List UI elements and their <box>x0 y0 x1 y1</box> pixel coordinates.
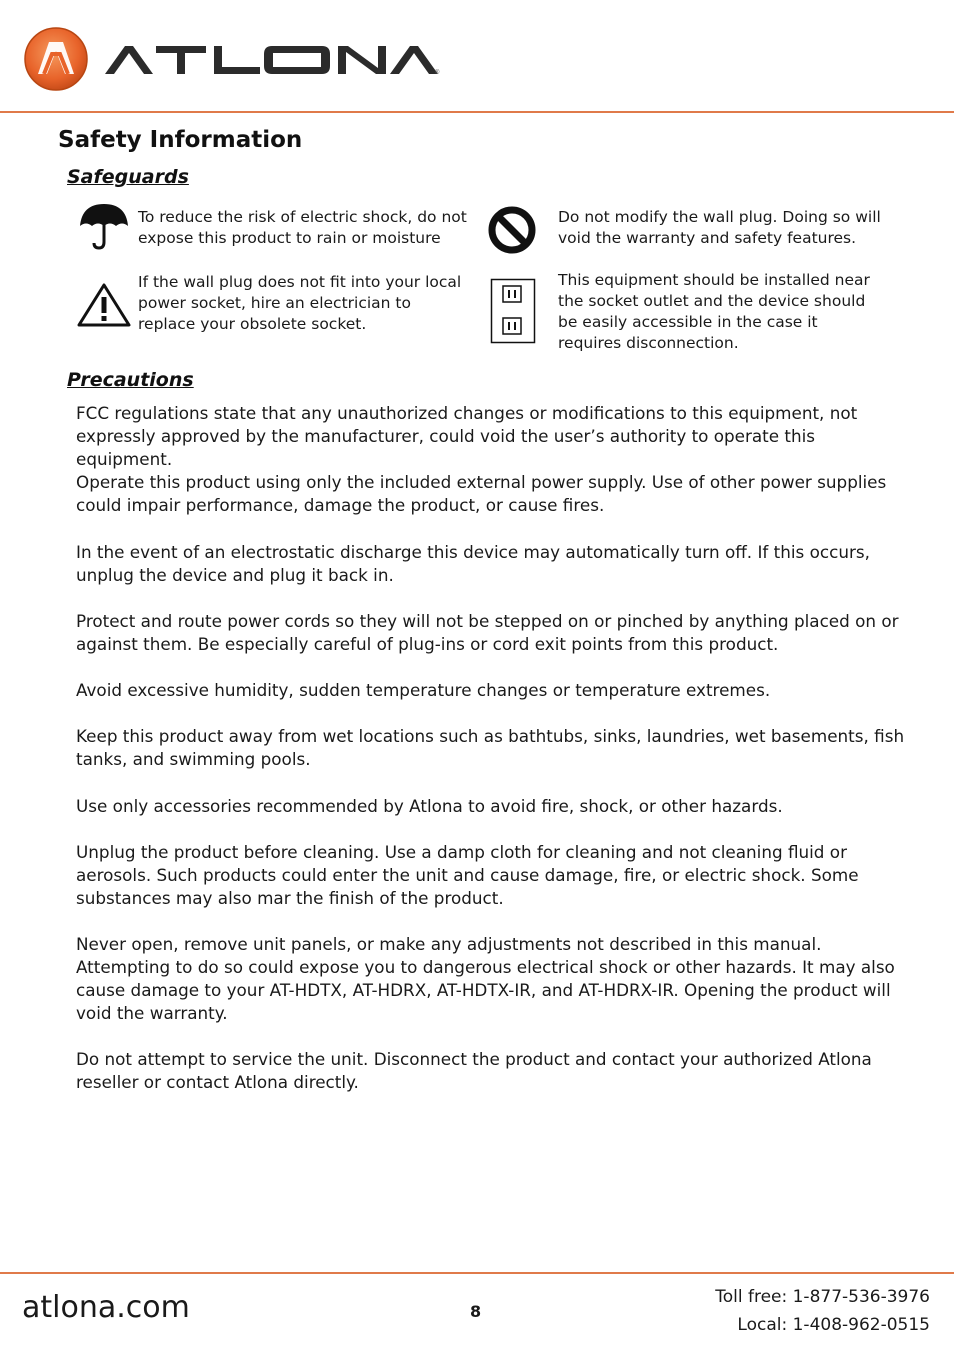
no-symbol-icon <box>487 205 537 255</box>
precaution-paragraph: Keep this product away from wet locations such as bathtubs, sinks, laundries, wet basements, fish tanks, and swimming pools. <box>76 726 905 769</box>
safeguards-heading: Safeguards <box>67 166 189 188</box>
local-number: Local: 1-408-962-0515 <box>737 1315 930 1335</box>
precautions-heading: Precautions <box>67 369 194 391</box>
page-title: Safety Information <box>58 127 303 153</box>
atlona-logo-mark <box>22 24 452 96</box>
precaution-paragraph: Avoid excessive humidity, sudden temperature changes or temperature extremes. <box>76 680 771 700</box>
registered-mark: ® <box>435 70 440 76</box>
safeguard-plug-text: Do not modify the wall plug. Doing so will void the warranty and safety features. <box>558 208 881 247</box>
toll-free-number: Toll free: 1-877-536-3976 <box>715 1287 930 1307</box>
precaution-paragraph: In the event of an electrostatic discharge this device may automatically turn off. If this occurs, unplug the device and plug it back in. <box>76 542 870 585</box>
footer-rule <box>0 1272 954 1274</box>
atlona-logo <box>22 24 452 96</box>
precaution-paragraph: Unplug the product before cleaning. Use a damp cloth for cleaning and not cleaning fluid or aerosols. Such products could enter the unit and cause damage, fire, or electric shock. Some substances may also mar the finish of the product. <box>76 842 859 908</box>
footer-website[interactable]: atlona.com <box>22 1290 190 1325</box>
precaution-paragraph: Operate this product using only the included external power supply. Use of other power supplies could impair performance, damage the product, or cause fires. <box>76 472 887 515</box>
precaution-paragraph: Do not attempt to service the unit. Disconnect the product and contact your authorized Atlona reseller or contact Atlona directly. <box>76 1049 872 1092</box>
precaution-paragraph: Protect and route power cords so they will not be stepped on or pinched by anything placed on or against them. Be especially careful of plug-ins or cord exit points from this product. <box>76 611 899 654</box>
umbrella-icon <box>78 202 130 250</box>
precaution-paragraph: FCC regulations state that any unauthorized changes or modifications to this equipment, not expressly approved by the manufacturer, could void the user’s authority to operate this equipment. <box>76 403 858 469</box>
header-rule <box>0 111 954 113</box>
socket-outlet-icon <box>490 278 536 344</box>
safeguard-rain-text: To reduce the risk of electric shock, do not expose this product to rain or moisture <box>138 208 467 247</box>
precaution-paragraph: Never open, remove unit panels, or make any adjustments not described in this manual. Attempting to do so could expose you to dangerous electrical shock or other hazards. It may also cause damage to your AT-HDTX, AT-HDRX, AT-HDTX-IR, and AT-HDRX-IR. Opening the product will void the warranty. <box>76 934 895 1023</box>
safeguard-socket-text: If the wall plug does not fit into your local power socket, hire an electrician to replace your obsolete socket. <box>138 273 462 333</box>
page-number: 8 <box>470 1302 482 1321</box>
warning-icon <box>76 282 132 328</box>
precaution-paragraph: Use only accessories recommended by Atlona to avoid fire, shock, or other hazards. <box>76 796 783 816</box>
safeguard-outlet-text: This equipment should be installed near the socket outlet and the device should be easily accessible in the case it requires disconnection. <box>558 271 870 352</box>
